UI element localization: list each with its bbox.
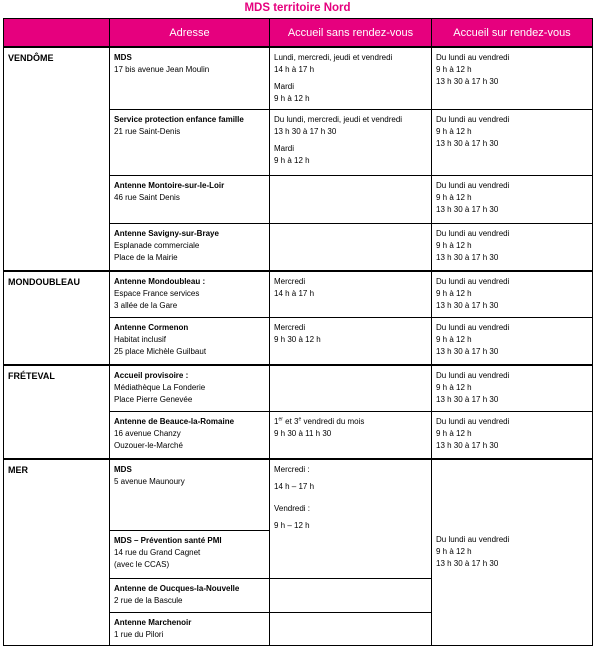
appointment-line: 9 h à 12 h [436, 382, 472, 392]
appointment-line: Du lundi au vendredi [436, 370, 510, 380]
walkin-line: Mardi [274, 82, 295, 91]
address-cell [110, 47, 270, 110]
walkin-cell [270, 318, 432, 365]
appointment-line: Du lundi au vendredi [436, 276, 510, 286]
location-name: Service protection enfance famille [114, 115, 244, 124]
location-name: Antenne Montoire-sur-le-Loir [114, 181, 225, 190]
address-line: Place Pierre Genevée [114, 394, 193, 404]
location-name: Accueil provisoire : [114, 370, 189, 380]
address-line: Habitat inclusif [114, 335, 167, 344]
walkin-cell [270, 47, 432, 110]
header-accueil-sans-rdv: Accueil sans rendez-vous [270, 19, 432, 48]
appointment-line: 13 h 30 à 17 h 30 [436, 139, 499, 148]
address-line: Espace France services [114, 288, 200, 298]
appointment-line: 9 h à 12 h [436, 65, 472, 74]
address-cell [110, 579, 270, 613]
address-line: 17 bis avenue Jean Moulin [114, 65, 210, 74]
header-row [4, 19, 593, 48]
address-line: Esplanade commerciale [114, 241, 200, 250]
appointment-line: Du lundi au vendredi [436, 535, 510, 545]
walkin-line: 9 h à 12 h [274, 156, 310, 165]
walkin-cell [270, 579, 432, 613]
appointment-cell [432, 47, 593, 110]
location-name: Antenne Cormenon [114, 323, 189, 332]
address-line: 16 avenue Chanzy [114, 429, 181, 438]
address-cell [110, 531, 270, 579]
address-line: 5 avenue Maunoury [114, 476, 185, 486]
location-name: MDS [114, 464, 132, 474]
mds-schedule-table [3, 18, 593, 646]
appointment-cell-mer [432, 459, 593, 646]
walkin-cell [270, 271, 432, 318]
walkin-line: 9 h à 12 h [274, 94, 310, 103]
appointment-line: 9 h à 12 h [436, 335, 472, 344]
walkin-line: 13 h 30 à 17 h 30 [274, 127, 337, 136]
address-cell [110, 412, 270, 459]
walkin-line: 14 h – 17 h [274, 481, 315, 491]
walkin-line: 14 h à 17 h [274, 288, 315, 298]
appointment-line: 13 h 30 à 17 h 30 [436, 559, 499, 569]
walkin-line: Mercredi [274, 276, 306, 286]
walkin-line: Vendredi : [274, 503, 311, 513]
walkin-cell [270, 613, 432, 646]
walkin-line: 9 h 30 à 11 h 30 [274, 429, 332, 438]
address-line: 14 rue du Grand Cagnet [114, 548, 201, 557]
walkin-cell [270, 365, 432, 412]
appointment-line: 13 h 30 à 17 h 30 [436, 205, 499, 214]
walkin-cell [270, 110, 432, 176]
address-line: 1 rue du Pilori [114, 630, 164, 639]
table-row [4, 271, 593, 318]
walkin-line: 14 h à 17 h [274, 65, 315, 74]
header-adresse: Adresse [110, 19, 270, 48]
address-line: 21 rue Saint-Denis [114, 127, 181, 136]
appointment-line: 13 h 30 à 17 h 30 [436, 441, 499, 450]
appointment-cell [432, 110, 593, 176]
appointment-line: 9 h à 12 h [436, 288, 472, 298]
address-line: 3 allée de la Gare [114, 300, 178, 310]
address-line: Ouzouer-le-Marché [114, 441, 183, 450]
address-line: 2 rue de la Bascule [114, 596, 183, 605]
appointment-line: Du lundi au vendredi [436, 229, 510, 238]
walkin-cell [270, 412, 432, 459]
walkin-line-ordinal: 1er et 3e vendredi du mois [274, 416, 365, 426]
walkin-line: 9 h – 12 h [274, 520, 310, 530]
walkin-line: Du lundi, mercredi, jeudi et vendredi [274, 115, 403, 124]
location-name: Antenne Savigny-sur-Braye [114, 229, 219, 238]
appointment-line: Du lundi au vendredi [436, 53, 510, 62]
address-cell [110, 318, 270, 365]
appointment-line: 9 h à 12 h [436, 127, 472, 136]
commune-freteval: FRÉTEVAL [4, 365, 110, 459]
appointment-cell [432, 176, 593, 224]
address-cell [110, 613, 270, 646]
address-cell [110, 459, 270, 531]
appointment-line: Du lundi au vendredi [436, 181, 510, 190]
appointment-line: Du lundi au vendredi [436, 417, 510, 426]
appointment-line: 9 h à 12 h [436, 241, 472, 250]
location-name: Antenne de Oucques-la-Nouvelle [114, 584, 240, 593]
address-line: (avec le CCAS) [114, 560, 170, 569]
address-cell [110, 176, 270, 224]
address-line: Place de la Mairie [114, 253, 178, 262]
address-cell [110, 365, 270, 412]
appointment-line: 13 h 30 à 17 h 30 [436, 77, 499, 86]
table-row [4, 459, 593, 531]
address-line: 46 rue Saint Denis [114, 193, 180, 202]
location-name: Antenne Mondoubleau : [114, 276, 206, 286]
walkin-line: Lundi, mercredi, jeudi et vendredi [274, 53, 393, 62]
walkin-cell [270, 176, 432, 224]
appointment-line: 9 h à 12 h [436, 429, 472, 438]
address-cell [110, 271, 270, 318]
appointment-line: Du lundi au vendredi [436, 323, 510, 332]
appointment-line: 13 h 30 à 17 h 30 [436, 300, 499, 310]
address-line: Médiathèque La Fonderie [114, 382, 206, 392]
address-cell [110, 110, 270, 176]
header-empty [4, 19, 110, 48]
appointment-line: 13 h 30 à 17 h 30 [436, 347, 499, 356]
address-line: 25 place Michèle Guilbaut [114, 347, 207, 356]
location-name: Antenne de Beauce-la-Romaine [114, 417, 235, 426]
appointment-line: 13 h 30 à 17 h 30 [436, 394, 499, 404]
appointment-line: 9 h à 12 h [436, 193, 472, 202]
appointment-line: 13 h 30 à 17 h 30 [436, 253, 499, 262]
address-cell [110, 224, 270, 271]
appointment-cell [432, 224, 593, 271]
page-title: MDS territoire Nord [244, 2, 351, 14]
appointment-line: 9 h à 12 h [436, 547, 472, 557]
appointment-cell [432, 412, 593, 459]
commune-vendome: VENDÔME [4, 47, 110, 271]
table-row [4, 365, 593, 412]
header-accueil-sur-rdv: Accueil sur rendez-vous [432, 19, 593, 48]
commune-mer: MER [4, 459, 110, 646]
walkin-line: Mercredi [274, 323, 306, 332]
walkin-line: Mardi [274, 144, 295, 153]
appointment-cell [432, 318, 593, 365]
table-row [4, 47, 593, 110]
walkin-cell [270, 224, 432, 271]
walkin-line: 9 h 30 à 12 h [274, 335, 321, 344]
commune-mondoubleau: MONDOUBLEAU [4, 271, 110, 365]
walkin-cell [270, 459, 432, 579]
location-name: MDS [114, 53, 132, 62]
location-name: MDS – Prévention santé PMI [114, 536, 222, 545]
location-name: Antenne Marchenoir [114, 618, 192, 627]
appointment-cell [432, 365, 593, 412]
appointment-cell [432, 271, 593, 318]
appointment-line: Du lundi au vendredi [436, 115, 510, 124]
walkin-line: Mercredi : [274, 464, 310, 474]
